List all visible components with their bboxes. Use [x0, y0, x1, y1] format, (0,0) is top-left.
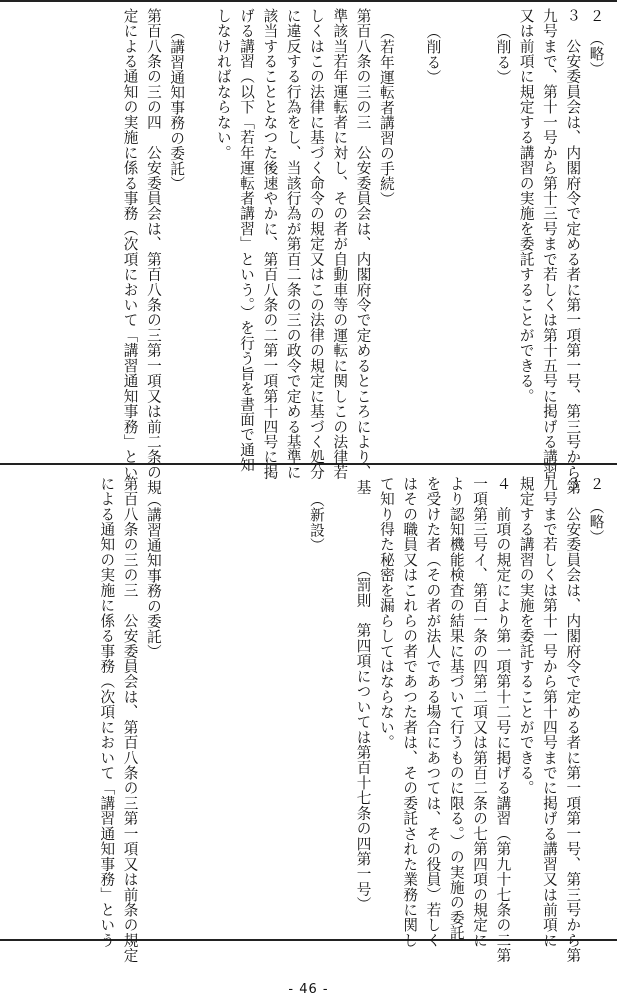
lower-text-column: ４ 前項の規定により第一項第十二号に掲げる講習（第九十七条の二第 — [494, 476, 512, 964]
upper-text-column: （削る） — [424, 24, 442, 85]
lower-text-column: （講習通知事務の委託） — [144, 492, 162, 660]
lower-text-column: （新設） — [307, 492, 325, 553]
lower-panel-amended-text — [0, 476, 617, 964]
upper-text-column: しくはこの法律に基づく命令の規定又はこの法律の規定に基づく処分 — [307, 8, 325, 480]
upper-text-column: 第百八条の三の四 公安委員会は、第百八条の三第一項又は前二条の規 — [144, 8, 162, 496]
lower-text-column: 一項第三号イ、第百一条の四第二項又は第百二条の七第四項の規定に — [471, 476, 489, 948]
upper-text-column: ３ 公安委員会は、内閣府令で定める者に第一項第一号、第三号から第 — [564, 8, 582, 496]
upper-text-column: げる講習（以下「若年運転者講習」という。）を行う旨を書面で通知 — [238, 8, 256, 473]
lower-text-column: を受けた者（その者が法人である場合にあつては、その役員）若しく — [424, 476, 442, 948]
lower-text-column: による通知の実施に係る事務（次項において「講習通知事務」という — [98, 476, 116, 948]
lower-text-column: 規定する講習の実施を委託することができる。 — [517, 476, 535, 796]
upper-text-column: ２ （略） — [587, 8, 605, 77]
top-border — [0, 0, 617, 2]
upper-text-column: 該当することとなつた後速やかに、第百八条の二第一項第十四号に掲 — [261, 8, 279, 480]
bottom-border — [0, 939, 617, 941]
upper-text-column: （講習通知事務の委託） — [168, 24, 186, 192]
lower-text-column: 第百八条の三の三 公安委員会は、第百八条の三第一項又は前条の規定 — [121, 476, 139, 964]
lower-text-column: ３ 公安委員会は、内閣府令で定める者に第一項第一号、第三号から第 — [564, 476, 582, 964]
lower-text-column: はその職員又はこれらの者であつた者は、その委託された業務に関し — [401, 476, 419, 948]
upper-text-column: 第百八条の三の三 公安委員会は、内閣府令で定めるところにより、基 — [354, 8, 372, 496]
upper-text-column: 準該当若年運転者に対し、その者が自動車等の運転に関しこの法律若 — [331, 8, 349, 480]
upper-text-column: 定による通知の実施に係る事務（次項において「講習通知事務」とい — [121, 8, 139, 480]
upper-text-column: （削る） — [494, 24, 512, 85]
upper-text-column: （若年運転者講習の手続） — [377, 24, 395, 207]
lower-text-column: ２ （略） — [587, 476, 605, 545]
lower-text-column: より認知機能検査の結果に基づいて行うものに限る。）の実施の委託 — [447, 476, 465, 941]
lower-text-column: て知り得た秘密を漏らしてはならない。 — [377, 476, 395, 750]
upper-text-column: しなければならない。 — [214, 8, 232, 161]
lower-text-column: （罰則 第四項については第百十七条の四第一号） — [354, 562, 372, 913]
upper-text-column: 又は前項に規定する講習の実施を委託することができる。 — [517, 8, 535, 404]
upper-text-column: 九号まで、第十一号から第十三号まで若しくは第十五号に掲げる講習 — [540, 8, 558, 480]
upper-panel-current-text — [0, 8, 617, 496]
page-number: - 46 - — [288, 982, 329, 997]
lower-text-column: 九号まで若しくは第十一号から第十四号までに掲げる講習又は前項に — [540, 476, 558, 948]
upper-text-column: に違反する行為をし、当該行為が第百二条の三の政令で定める基準に — [284, 8, 302, 480]
